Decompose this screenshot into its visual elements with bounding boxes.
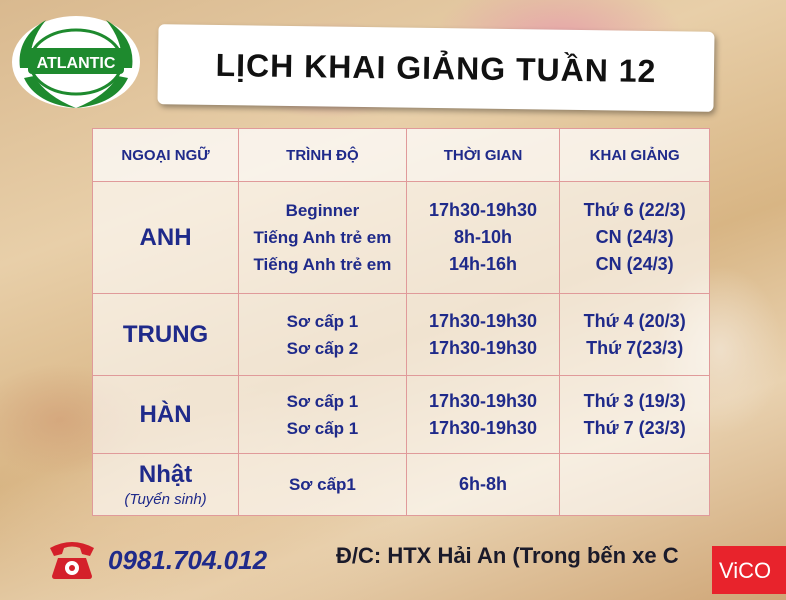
language-cell [93,182,239,294]
level-item: Sơ cấp 1 [286,391,359,411]
start-cell [560,454,710,516]
language-name: Nhật [138,461,193,488]
time-item: 17h30-19h30 [428,337,538,358]
time-cell [406,182,560,294]
level-item: Tiếng Anh trẻ em [253,228,392,247]
time-item: 14h-16h [449,254,518,274]
page-title: LỊCH KHAI GIẢNG TUẦN 12 [215,46,657,89]
start-item: Thứ 7(23/3) [586,337,684,358]
title-banner [157,24,714,112]
start-item: Thứ 6 (22/3) [583,200,686,220]
time-item: 17h30-19h30 [428,200,538,220]
vico-logo-icon [717,555,781,585]
phone-number: 0981.704.012 [108,545,268,575]
table-header-row [93,129,710,182]
vico-watermark [712,546,786,594]
watermark-text: ViCO [719,558,772,583]
start-cell [560,294,710,376]
atlantic-logo [6,8,146,112]
language-cell [93,294,239,376]
level-cell [239,376,407,454]
language-name: TRUNG [122,320,209,348]
start-cell [560,376,710,454]
level-item: Beginner [285,201,360,220]
level-item: Tiếng Anh trẻ em [253,255,392,274]
time-item: 17h30-19h30 [428,417,538,438]
start-item: CN (24/3) [595,254,674,274]
telephone-icon [46,536,98,580]
start-cell [560,182,710,294]
table-row [93,454,710,516]
level-cell [239,294,407,376]
table-row [93,376,710,454]
start-item: Thứ 7 (23/3) [583,417,686,438]
language-note: (Tuyển sinh) [124,491,207,508]
header-start: KHAI GIẢNG [560,129,710,182]
table-row [93,294,710,376]
start-item: Thứ 3 (19/3) [583,390,686,411]
schedule-table [92,128,710,516]
language-cell [93,376,239,454]
time-cell [406,376,560,454]
time-item: 17h30-19h30 [428,390,538,411]
logo-text: ATLANTIC [36,55,116,72]
level-item: Sơ cấp 1 [286,418,359,438]
header-level: TRÌNH ĐỘ [239,129,407,182]
header-language: NGOẠI NGỮ [93,129,239,182]
table-row [93,182,710,294]
start-item: CN (24/3) [595,227,674,247]
time-cell [406,294,560,376]
time-item: 6h-8h [459,474,508,494]
language-cell [93,454,239,516]
time-item: 17h30-19h30 [428,310,538,331]
time-item: 8h-10h [454,227,513,247]
level-cell [239,454,407,516]
level-cell [239,182,407,294]
start-item: Thứ 4 (20/3) [583,310,686,331]
time-cell [406,454,560,516]
address-text: Đ/C: HTX Hải An (Trong bến xe C [336,543,679,568]
level-item: Sơ cấp 1 [286,311,359,331]
header-time: THỜI GIAN [406,129,560,182]
language-name: ANH [139,223,192,251]
level-item: Sơ cấp1 [288,475,356,494]
language-name: HÀN [139,400,192,428]
level-item: Sơ cấp 2 [286,338,359,358]
